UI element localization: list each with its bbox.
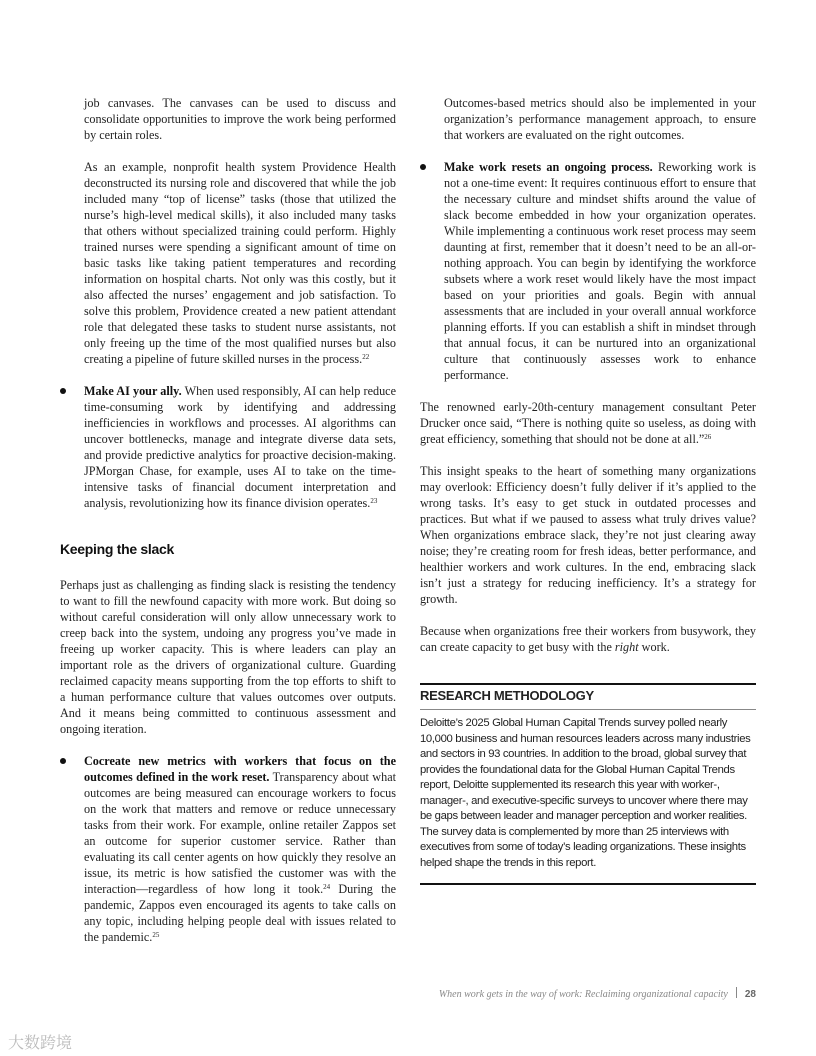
paragraph-text: As an example, nonprofit health system Providence Health deconstructed its nursing role and discovered that while the job included many “top of license” tasks (those that utilized the nurse’s high-level medical skills), it also included many tasks that others without specialized training could perform. Highly trained nurses were spending a significant amount of time on basic tasks like taking patient temperatures and recording information on hospital charts. Not only was this costly, but it also affected the nurses’ engagement and job satisfaction. To solve this problem, Providence created a new patient attendant role that delegated these tasks to student nurse assistants, not only freeing up the time of the most qualified nurses but also creating a pipeline of future skilled nurses in the process.: [84, 160, 396, 366]
footnote-ref: 25: [152, 931, 160, 939]
bullet-text: Reworking work is not a one-time event: It requires continuous effort to ensure that the necessary culture and mindset shifts around the value of slack become embedded in how your organization operates. While implementing a continuous work reset process may seem daunting at first, remember that it doesn’t need to be an all-or-nothing approach. You can begin by identifying the workforce subsets where a work reset would likely have the most impact based on your priorities and goals. Begin with annual assessments that are included in your overall annual workforce planning efforts. If you can establish a shift in mindset through that annual focus, it can be nurtured into an organizational culture that continuously assesses work to enhance performance.: [444, 160, 756, 382]
paragraph: This insight speaks to the heart of something many organizations may overlook: Efficiency doesn’t fully deliver if it’s applied to the wrong tasks. It’s easy to get stuck in outdated processes and practices. But what if we paused to assess what truly drives value? When organizations embrace slack, they’re not just clearing away noise; they’re creating room for fresh ideas, better performance, and healthier workers and work cultures. In the end, embracing slack isn’t just a strategy for reducing inefficiency. It’s a strategy for growth.: [420, 464, 756, 606]
bullet-lead: Make AI your ally.: [84, 384, 182, 398]
box-text: Deloitte’s 2025 Global Human Capital Trends survey polled nearly 10,000 business and human resources leaders across many industries and sectors in 93 countries. In addition to the broad, global survey that provides the foundational data for the Global Human Capital Trends report, Deloitte supplemented its research this year with worker-, manager-, and executive-specific surveys to uncover where there may be gaps between leader and manager perception and worker realities. The survey data is complemented by more than 25 interviews with executives from some of today’s leading organizations. These insights helped shape the trends in this report.: [420, 717, 751, 869]
right-column: [420, 95, 756, 885]
bullet-icon: [60, 758, 66, 764]
footer-title: When work gets in the way of work: Reclaiming organizational capacity: [438, 989, 728, 1000]
paragraph-text: The renowned early-20th-century management consultant Peter Drucker once said, “There is nothing quite so useless, as doing with great efficiency, something that should not be done at all.”: [420, 400, 756, 446]
paragraph: [84, 159, 396, 367]
page-number: 28: [744, 989, 756, 1000]
research-methodology-box: [420, 683, 756, 885]
paragraph-text: Because when organizations free their workers from busywork, they can create capacity to get busy with the: [420, 624, 756, 654]
paragraph: Perhaps just as challenging as finding slack is resisting the tendency to want to fill the newfound capacity with more work. But doing so without careful consideration will only allow unnecessary work to creep back into the system, undoing any progress you’ve made in freeing up worker capacity. This is where leaders can play an important role as the drivers of organizational culture. Guarding reclaimed capacity means supporting from the top efforts to shift to a human performance culture that values outcomes over outputs. And it means being committed to continuous assessment and ongoing iteration.: [60, 578, 396, 736]
emphasis: right: [614, 640, 639, 654]
paragraph: [420, 399, 756, 447]
footnote-ref: 26: [704, 433, 712, 441]
divider: [736, 987, 737, 998]
bullet-item: [420, 159, 756, 383]
footnote-ref: 23: [370, 497, 378, 505]
bullet-text: When used responsibly, AI can help reduce time-consuming work by identifying and addressing inefficiencies in workflows and processes. AI algorithms can uncover bottlenecks, manage and integrate diverse data sets, and provide predictive analytics for proactive decision-making. JPMorgan Chase, for example, uses AI to take on the time-intensive tasks of financial document interpretation and analysis, revolutionizing how its finance division operates.: [84, 384, 396, 510]
bullet-item: [60, 383, 396, 511]
section-heading: Keeping the slack: [60, 541, 174, 557]
paragraph: job canvases. The canvases can be used to discuss and consolidate opportunities to improve the work being performed by certain roles.: [84, 96, 396, 142]
paragraph: Outcomes-based metrics should also be implemented in your organization’s performance management approach, to ensure that workers are evaluated on the right outcomes.: [444, 96, 756, 142]
watermark: 大数跨境: [8, 1033, 73, 1052]
bullet-icon: [420, 164, 426, 170]
bullet-lead: Make work resets an ongoing process.: [444, 160, 653, 174]
left-column: [60, 95, 396, 961]
bullet-icon: [60, 388, 66, 394]
bullet-text: Transparency about what outcomes are being measured can encourage workers to focus on the work that matters and remove or reduce unnecessary tasks from their work. For example, online retailer Zappos set an outcome for superior customer service. Rather than evaluating its call center agents on how quickly they resolve an issue, its metric is how satisfied the customer was with the interaction—regardless of how long it took.: [84, 770, 396, 896]
page-footer: [439, 987, 756, 1000]
bullet-item: [60, 753, 396, 945]
paragraph-text: work.: [638, 640, 670, 654]
bullet-lead: Cocreate new metrics with workers that focus on the outcomes defined in the work reset.: [84, 754, 396, 784]
bullet-text: During the pandemic, Zappos even encouraged its agents to take calls on any topic, including helping people deal with issues related to the pandemic.: [84, 882, 397, 944]
footnote-ref: 22: [362, 353, 370, 361]
footnote-ref: 24: [323, 883, 331, 891]
box-title: RESEARCH METHODOLOGY: [420, 685, 756, 710]
paragraph: [420, 623, 756, 655]
